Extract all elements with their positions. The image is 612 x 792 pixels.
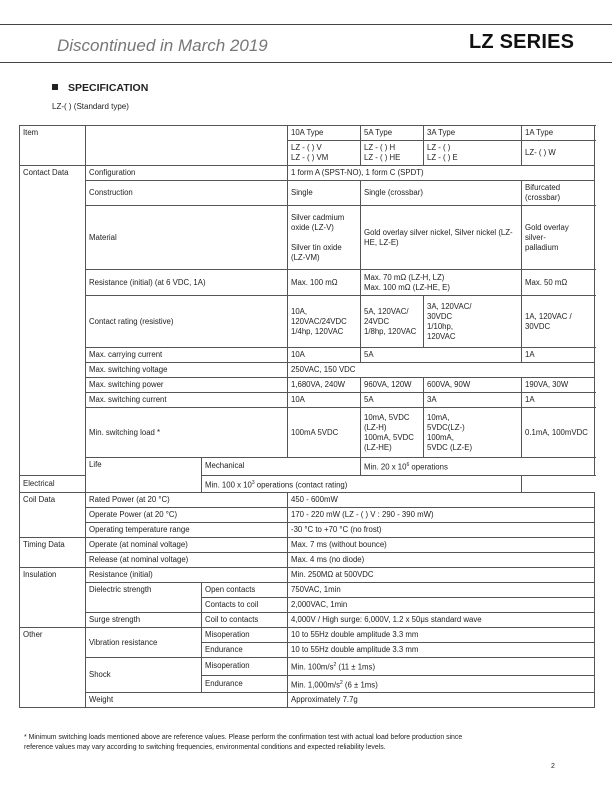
table-row <box>20 523 595 538</box>
cell-value: 10A <box>288 348 361 363</box>
table-row <box>20 181 595 206</box>
row-label: Resistance (initial) <box>86 568 288 583</box>
row-label: Min. switching load * <box>86 408 288 458</box>
cell-value: Min. 250MΩ at 500VDC <box>288 568 595 583</box>
table-row <box>20 378 595 393</box>
cell-value: 600VA, 90W <box>424 378 522 393</box>
cell-value: 1 form A (SPST-NO), 1 form C (SPDT) <box>288 166 595 181</box>
cell-value: Bifurcated (crossbar) <box>522 181 595 206</box>
cell-value: 1A <box>522 348 595 363</box>
cell-value: Single <box>288 181 361 206</box>
cell-value: 190VA, 30W <box>522 378 595 393</box>
type-1a-header: 1A Type <box>522 126 595 141</box>
row-label: Operate (at nominal voltage) <box>86 538 288 553</box>
cell-value: 170 - 220 mW (LZ - ( ) V : 290 - 390 mW) <box>288 508 595 523</box>
cell-value: -30 °C to +70 °C (no frost) <box>288 523 595 538</box>
group-coil-data: Coil Data <box>20 493 86 538</box>
table-row <box>20 493 595 508</box>
cell-value: 10A <box>288 393 361 408</box>
row-label: Release (at nominal voltage) <box>86 553 288 568</box>
cell-value: 3A, 120VAC/ 30VDC 1/10hp, 120VAC <box>424 296 522 348</box>
specification-table <box>19 125 595 708</box>
cell-value: 10 to 55Hz double amplitude 3.3 mm <box>288 628 595 643</box>
table-row <box>20 393 595 408</box>
sub-label: Contacts to coil <box>202 598 288 613</box>
cell-value: 1,680VA, 240W <box>288 378 361 393</box>
cell-value: Approximately 7.7g <box>288 693 595 708</box>
cell-value: Min. 20 x $10^6$ operations <box>361 458 595 476</box>
table-row <box>20 553 595 568</box>
row-label: Weight <box>86 693 288 708</box>
cell-value: 100mA 5VDC <box>288 408 361 458</box>
row-label: Vibration resistance <box>86 628 202 658</box>
cell-value: Silver cadmium oxide (LZ-V) Silver tin oxide (LZ-VM) <box>288 206 361 270</box>
group-contact-data: Contact Data <box>20 166 86 476</box>
group-insulation: Insulation <box>20 568 86 628</box>
model-5a: LZ - ( ) H LZ - ( ) HE <box>361 141 424 166</box>
cell-value: 0.1mA, 100mVDC <box>522 408 595 458</box>
table-row <box>20 166 595 181</box>
table-row <box>20 508 595 523</box>
cell-value: Max. 7 ms (without bounce) <box>288 538 595 553</box>
row-label: Max. switching current <box>86 393 288 408</box>
table-row <box>20 408 595 458</box>
cell-value: Single (crossbar) <box>361 181 522 206</box>
cell-value: 2,000VAC, 1min <box>288 598 595 613</box>
table-row <box>20 613 595 628</box>
group-timing-data: Timing Data <box>20 538 86 568</box>
page-number: 2 <box>551 763 555 770</box>
table-row <box>20 270 595 296</box>
table-row <box>20 363 595 378</box>
cell-value: 10A, 120VAC/24VDC 1/4hp, 120VAC <box>288 296 361 348</box>
blank-header <box>86 126 288 166</box>
cell-value: 1A, 120VAC / 30VDC <box>522 296 595 348</box>
sub-label: Misoperation <box>202 658 288 676</box>
table-row <box>20 628 595 643</box>
series-title: LZ SERIES <box>469 31 575 53</box>
section-heading <box>52 82 148 94</box>
cell-value: Max. 100 mΩ <box>288 270 361 296</box>
row-label: Max. switching voltage <box>86 363 288 378</box>
cell-value: 750VAC, 1min <box>288 583 595 598</box>
cell-value: 10mA, 5VDC (LZ-H) 100mA, 5VDC (LZ-HE) <box>361 408 424 458</box>
sub-label: Coil to contacts <box>202 613 288 628</box>
sub-label: Misoperation <box>202 628 288 643</box>
cell-value: 10mA, 5VDC(LZ-) 100mA, 5VDC (LZ-E) <box>424 408 522 458</box>
cell-value: 5A, 120VAC/ 24VDC 1/8hp, 120VAC <box>361 296 424 348</box>
cell-value: Min. $1,000m/s^2$ (6 ± 1ms) <box>288 675 595 693</box>
table-row <box>20 348 595 363</box>
type-10a-header: 10A Type <box>288 126 361 141</box>
group-life: Life <box>86 458 202 493</box>
cell-value: Max. 4 ms (no diode) <box>288 553 595 568</box>
sub-label: Endurance <box>202 643 288 658</box>
row-label: Construction <box>86 181 288 206</box>
row-label: Max. carrying current <box>86 348 288 363</box>
row-label: Surge strength <box>86 613 202 628</box>
header-bottom-rule <box>0 62 612 63</box>
row-label: Shock <box>86 658 202 693</box>
row-label: Dielectric strength <box>86 583 202 613</box>
cell-value: 5A <box>361 348 522 363</box>
model-10a: LZ - ( ) V LZ - ( ) VM <box>288 141 361 166</box>
footnote: * Minimum switching loads mentioned above are reference values. Please perform the confirmation test with actual load before production since reference values may vary according to switching frequencies, environmental conditions and expected reliability levels. <box>24 734 463 751</box>
cell-value: 4,000V / High surge: 6,000V, 1.2 x 50μs standard wave <box>288 613 595 628</box>
cell-value: Max. 50 mΩ <box>522 270 595 296</box>
group-other: Other <box>20 628 86 708</box>
section-subtitle: LZ-( ) (Standard type) <box>52 102 129 111</box>
row-label: Mechanical <box>202 458 361 476</box>
square-bullet-icon <box>52 84 58 90</box>
cell-value: Min. 100 x $10^3$ operations (contact rating) <box>202 475 522 493</box>
cell-value: Gold overlay silver nickel, Silver nickel (LZ-HE, LZ-E) <box>361 206 522 270</box>
table-row <box>20 568 595 583</box>
row-label: Configuration <box>86 166 288 181</box>
table-row <box>20 583 595 598</box>
table-row <box>20 126 595 141</box>
cell-value: 3A <box>424 393 522 408</box>
row-label: Resistance (initial) (at 6 VDC, 1A) <box>86 270 288 296</box>
section-title: SPECIFICATION <box>68 82 149 94</box>
table-row <box>20 458 595 476</box>
table-row <box>20 693 595 708</box>
sub-label: Endurance <box>202 675 288 693</box>
type-3a-header: 3A Type <box>424 126 522 141</box>
row-label: Max. switching power <box>86 378 288 393</box>
row-label: Rated Power (at 20 °C) <box>86 493 288 508</box>
row-label: Operating temperature range <box>86 523 288 538</box>
cell-value: 250VAC, 150 VDC <box>288 363 595 378</box>
row-label: Material <box>86 206 288 270</box>
model-3a: LZ - ( ) LZ - ( ) E <box>424 141 522 166</box>
cell-value: Min. $100m/s^2$ (11 ± 1ms) <box>288 658 595 676</box>
sub-label: Open contacts <box>202 583 288 598</box>
item-header: Item <box>20 126 86 166</box>
table-row <box>20 206 595 270</box>
row-label: Operate Power (at 20 °C) <box>86 508 288 523</box>
cell-value: 10 to 55Hz double amplitude 3.3 mm <box>288 643 595 658</box>
model-1a: LZ- ( ) W <box>522 141 595 166</box>
row-label: Electrical <box>20 475 202 493</box>
cell-value: 5A <box>361 393 424 408</box>
row-label: Contact rating (resistive) <box>86 296 288 348</box>
cell-value: Gold overlay silver- palladium <box>522 206 595 270</box>
table-row <box>20 538 595 553</box>
table-row <box>20 658 595 676</box>
type-5a-header: 5A Type <box>361 126 424 141</box>
cell-value: Max. 70 mΩ (LZ-H, LZ) Max. 100 mΩ (LZ-HE, E) <box>361 270 522 296</box>
cell-value: 450 - 600mW <box>288 493 595 508</box>
cell-value: 960VA, 120W <box>361 378 424 393</box>
discontinued-notice: Discontinued in March 2019 <box>57 36 268 55</box>
header-top-rule <box>0 24 612 25</box>
table-row <box>20 296 595 348</box>
table-row <box>20 475 595 493</box>
cell-value: 1A <box>522 393 595 408</box>
